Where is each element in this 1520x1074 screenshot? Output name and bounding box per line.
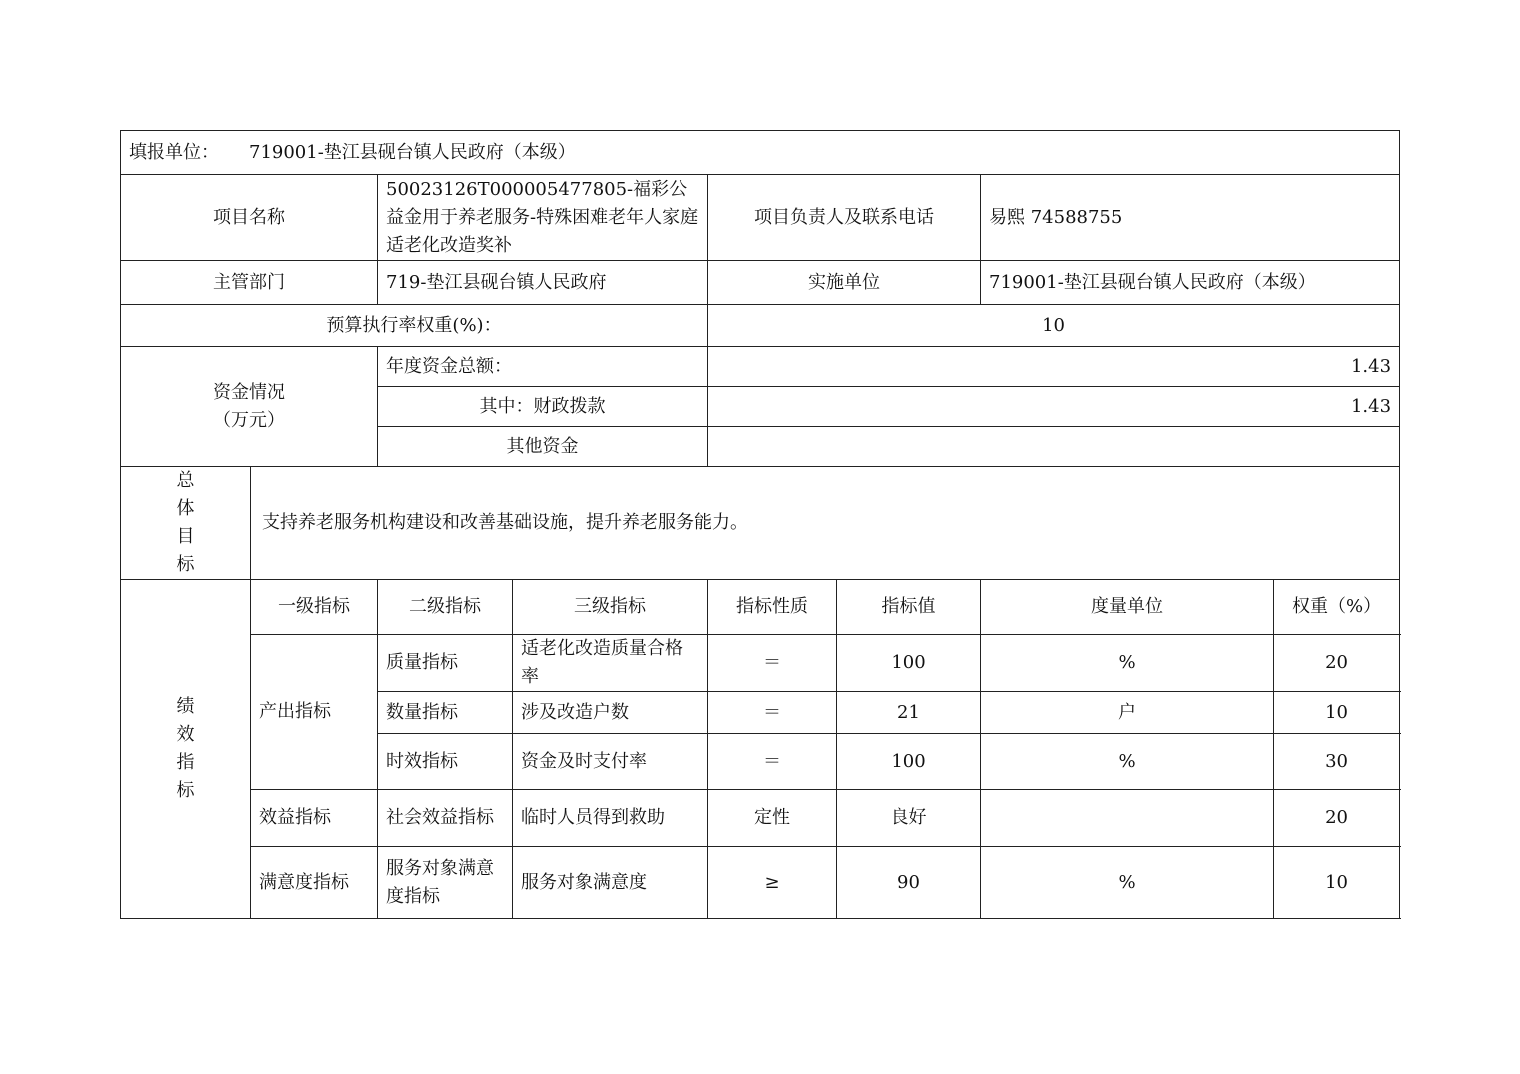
- impl-value: 719001-垫江县砚台镇人民政府（本级）: [981, 261, 1400, 305]
- row-value: 90: [837, 847, 981, 919]
- funds-fiscal-value: 1.43: [708, 387, 1400, 427]
- performance-label-char: 标: [176, 780, 195, 801]
- header-value: 指标值: [837, 580, 981, 635]
- row-nature: ＝: [708, 692, 837, 734]
- goal-row: [121, 467, 1400, 580]
- goal-label-char: 体: [176, 498, 195, 519]
- funds-label-line1: 资金情况: [213, 381, 285, 403]
- dept-row: [121, 261, 1400, 305]
- project-name-row: [121, 175, 1400, 261]
- unit-label: 填报单位：: [129, 141, 219, 163]
- funds-label: [121, 347, 378, 467]
- row-value: 100: [837, 635, 981, 692]
- funds-total-label: 年度资金总额：: [378, 347, 708, 387]
- row-value: 100: [837, 734, 981, 790]
- row-level2: 质量指标: [378, 635, 513, 692]
- indicator-row: [121, 790, 1400, 847]
- row-value: 21: [837, 692, 981, 734]
- goal-label-char: 总: [176, 470, 195, 491]
- row-nature: ≥: [708, 847, 837, 919]
- indicator-row: [121, 847, 1400, 919]
- row-level2: 数量指标: [378, 692, 513, 734]
- row-weight: 20: [1274, 635, 1400, 692]
- row-level2: 社会效益指标: [378, 790, 513, 847]
- unit-value: 719001-垫江县砚台镇人民政府（本级）: [249, 141, 576, 163]
- contact-label: 项目负责人及联系电话: [708, 175, 981, 261]
- funds-other-label: 其他资金: [378, 427, 708, 467]
- header-unit: 度量单位: [981, 580, 1274, 635]
- indicator-header-row: [121, 580, 1400, 635]
- performance-label-char: 效: [176, 724, 195, 745]
- row-level3: 涉及改造户数: [513, 692, 708, 734]
- indicator-row: [121, 635, 1400, 692]
- funds-label-line2: （万元）: [213, 409, 285, 431]
- goal-text: 支持养老服务机构建设和改善基础设施，提升养老服务能力。: [251, 467, 1400, 580]
- budget-weight-label: 预算执行率权重(%)：: [121, 305, 708, 347]
- header-nature: 指标性质: [708, 580, 837, 635]
- row-value: 良好: [837, 790, 981, 847]
- funds-total-row: [121, 347, 1400, 387]
- funds-other-value: [708, 427, 1400, 467]
- group-output: 产出指标: [251, 635, 378, 790]
- impl-label: 实施单位: [708, 261, 981, 305]
- row-nature: ＝: [708, 635, 837, 692]
- performance-label: [121, 580, 251, 919]
- performance-label-char: 绩: [176, 696, 195, 717]
- goal-label-char: 标: [176, 554, 195, 575]
- row-unit: 户: [981, 692, 1274, 734]
- row-level2: 时效指标: [378, 734, 513, 790]
- funds-fiscal-label: 其中：财政拨款: [378, 387, 708, 427]
- header-weight: 权重（%）: [1274, 580, 1400, 635]
- funds-total-value: 1.43: [708, 347, 1400, 387]
- header-level1: 一级指标: [251, 580, 378, 635]
- budget-weight-value: 10: [708, 305, 1400, 347]
- contact-value: 易熙 74588755: [981, 175, 1400, 261]
- row-level2: 服务对象满意度指标: [378, 847, 513, 919]
- row-weight: 20: [1274, 790, 1400, 847]
- group-benefit: 效益指标: [251, 790, 378, 847]
- row-weight: 10: [1274, 692, 1400, 734]
- row-unit: %: [981, 635, 1274, 692]
- goal-label-char: 目: [176, 526, 195, 547]
- row-nature: ＝: [708, 734, 837, 790]
- row-level3: 适老化改造质量合格率: [513, 635, 708, 692]
- dept-label: 主管部门: [121, 261, 378, 305]
- row-level3: 资金及时支付率: [513, 734, 708, 790]
- header-row: [121, 131, 1400, 175]
- row-unit: [981, 790, 1274, 847]
- goal-label: [121, 467, 251, 580]
- project-name-label: 项目名称: [121, 175, 378, 261]
- dept-value: 719-垫江县砚台镇人民政府: [378, 261, 708, 305]
- project-name-value: 50023126T000005477805-福彩公益金用于养老服务-特殊困难老年人家庭适老化改造奖补: [378, 175, 708, 261]
- unit-cell: [121, 131, 1400, 175]
- row-nature: 定性: [708, 790, 837, 847]
- row-weight: 10: [1274, 847, 1400, 919]
- row-weight: 30: [1274, 734, 1400, 790]
- header-level3: 三级指标: [513, 580, 708, 635]
- row-level3: 临时人员得到救助: [513, 790, 708, 847]
- header-level2: 二级指标: [378, 580, 513, 635]
- row-unit: %: [981, 847, 1274, 919]
- weight-row: [121, 305, 1400, 347]
- row-level3: 服务对象满意度: [513, 847, 708, 919]
- group-satisfaction: 满意度指标: [251, 847, 378, 919]
- performance-target-table: [120, 130, 1400, 919]
- row-unit: %: [981, 734, 1274, 790]
- performance-label-char: 指: [176, 752, 195, 773]
